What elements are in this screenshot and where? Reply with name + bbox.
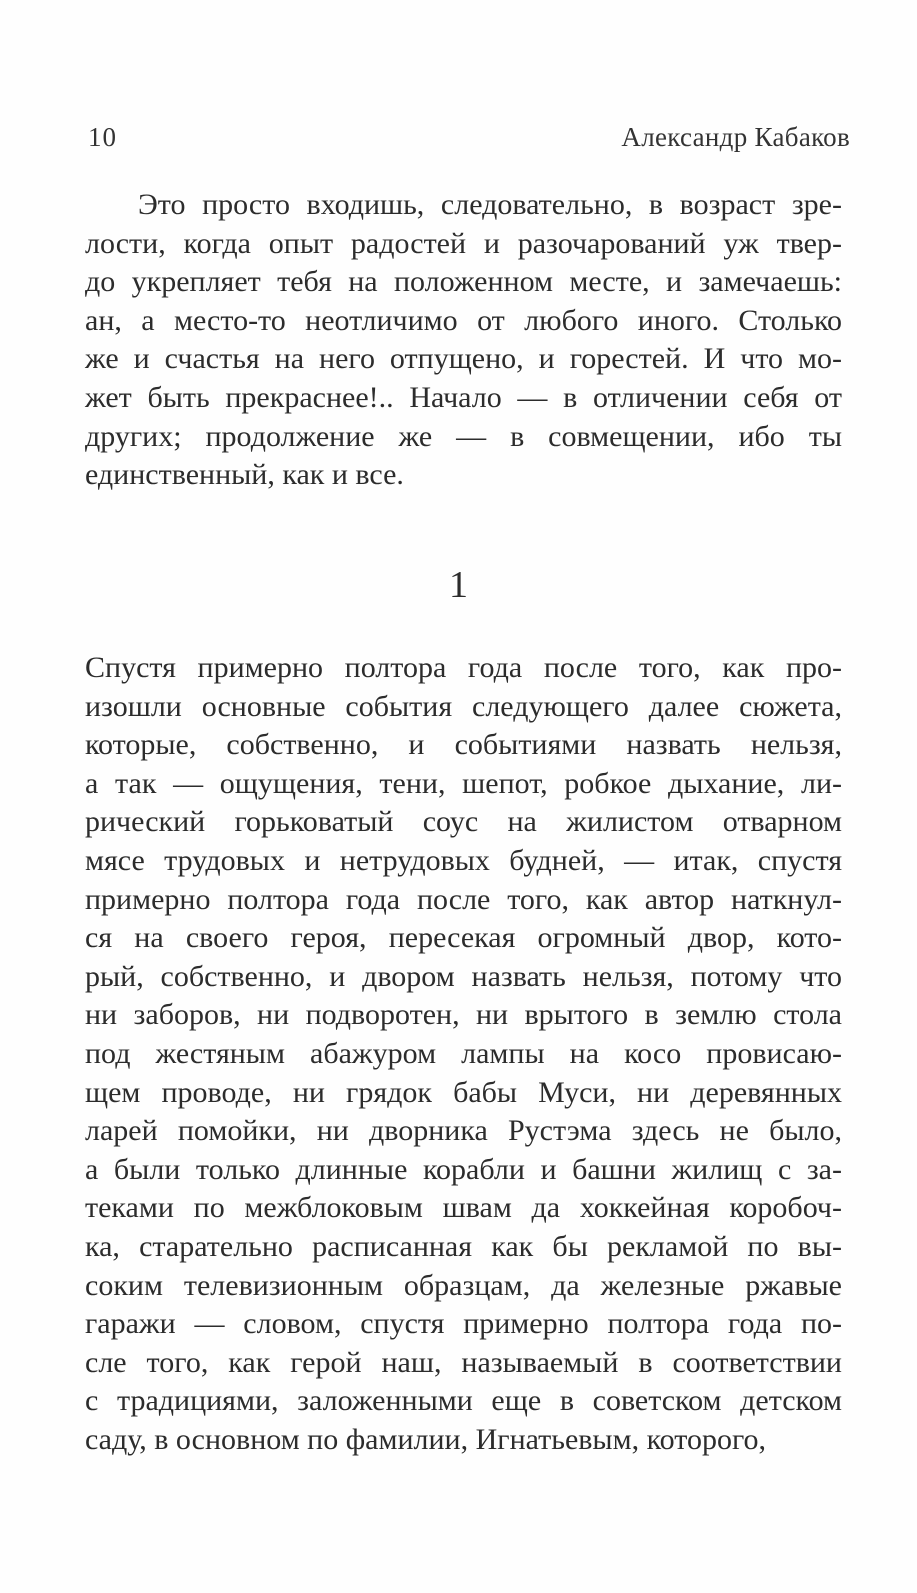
text-line: ся на своего героя, пересекая огромный двор, кото- xyxy=(85,921,842,955)
text-line: других; продолжение же — в совмещении, ибо ты xyxy=(85,419,842,453)
text-line: ка, старательно расписанная как бы рекламой по вы- xyxy=(85,1229,842,1263)
text-line: щем проводе, ни грядок бабы Муси, ни деревянных xyxy=(85,1075,842,1109)
text-line: а были только длинные корабли и башни жилищ с за- xyxy=(85,1152,842,1186)
text-line: же и счастья на него отпущено, и горестей. И что мо- xyxy=(85,342,842,376)
text-line: с традициями, заложенными еще в советском детском xyxy=(85,1384,842,1418)
text-line: рый, собственно, и двором назвать нельзя, потому что xyxy=(85,959,842,993)
text-line: саду, в основном по фамилии, Игнатьевым, которого, xyxy=(85,1422,767,1456)
text-line: ни заборов, ни подворотен, ни врытого в землю стола xyxy=(85,998,842,1032)
text-line: гаражи — словом, спустя примерно полтора года по- xyxy=(85,1307,842,1341)
text-line: жет быть прекраснее!.. Начало — в отличении себя от xyxy=(85,380,842,414)
text-line: а так — ощущения, тени, шепот, робкое дыхание, ли- xyxy=(85,766,842,800)
text-line: соким телевизионным образцам, да железные ржавые xyxy=(85,1268,842,1302)
text-line: примерно полтора года после того, как автор наткнул- xyxy=(85,882,842,916)
text-line: единственный, как и все. xyxy=(85,458,404,492)
text-line: изошли основные события следующего далее сюжета, xyxy=(85,689,842,723)
text-line: мясе трудовых и нетрудовых будней, — итак, спустя xyxy=(85,843,842,877)
text-line: до укрепляет тебя на положенном месте, и замечаешь: xyxy=(85,265,842,299)
text-line: Спустя примерно полтора года после того, как про- xyxy=(85,651,842,684)
text-line: Это просто входишь, следовательно, в возраст зре- xyxy=(138,188,842,221)
text-line: сле того, как герой наш, называемый в соответствии xyxy=(85,1345,842,1379)
page-header xyxy=(88,121,850,153)
page-number: 10 xyxy=(88,122,117,152)
text-line: рический горьковатый соус на жилистом отварном xyxy=(85,805,842,839)
text-line: которые, собственно, и событиями назвать нельзя, xyxy=(85,728,842,762)
text-line: ларей помойки, ни дворника Рустэма здесь не было, xyxy=(85,1114,842,1148)
chapter-number-heading: 1 xyxy=(449,564,468,606)
text-line: под жестяным абажуром лампы на косо провисаю- xyxy=(85,1036,842,1070)
text-line: ан, а место-то неотличимо от любого иного. Столько xyxy=(85,303,842,337)
running-head-author: Александр Кабаков xyxy=(621,122,850,152)
opening-paragraph xyxy=(85,186,842,495)
text-line: теками по межблоковым швам да хоккейная коробоч- xyxy=(85,1191,842,1225)
chapter-first-paragraph xyxy=(85,649,842,1459)
text-line: лости, когда опыт радостей и разочарований уж твер- xyxy=(85,226,842,260)
